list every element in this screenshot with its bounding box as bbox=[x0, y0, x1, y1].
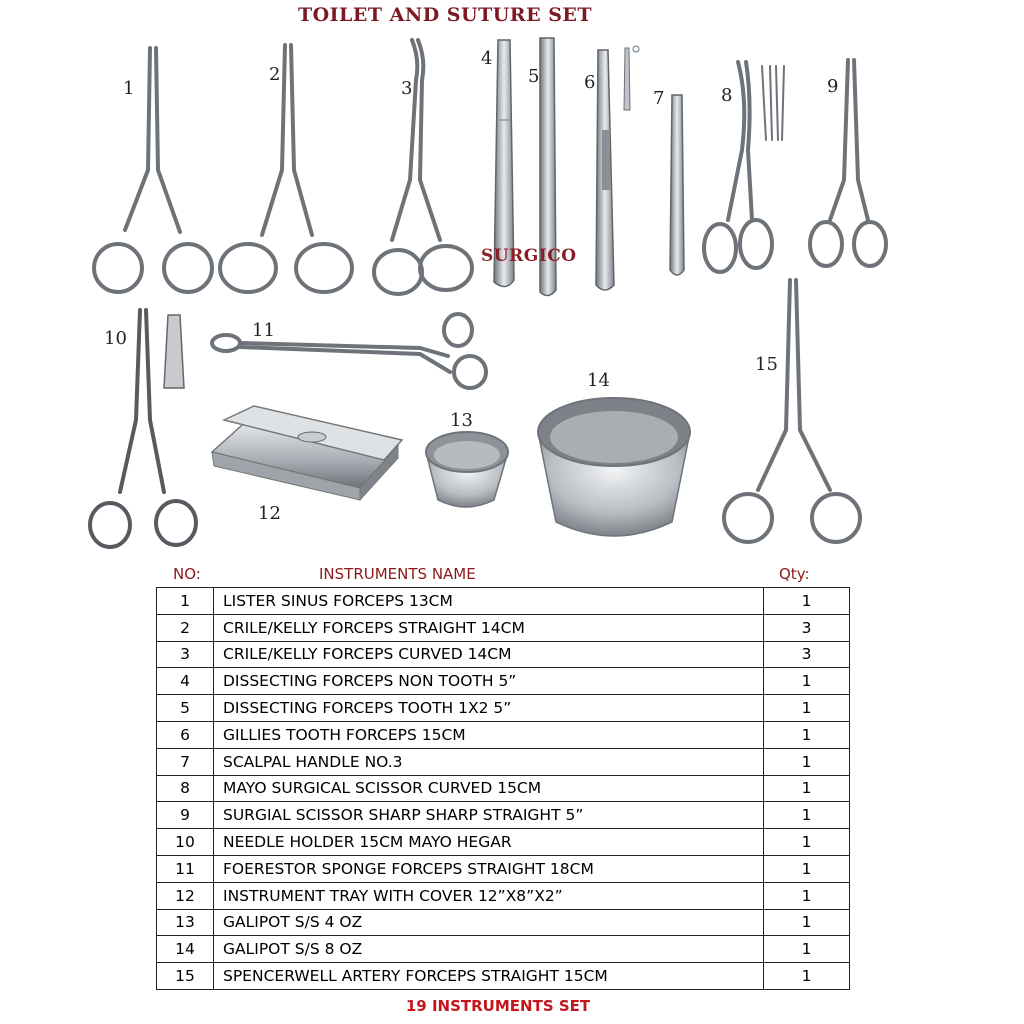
table-row bbox=[157, 695, 850, 722]
label-5: 5 bbox=[528, 66, 540, 87]
instrument-2-forceps bbox=[220, 45, 352, 292]
label-8: 8 bbox=[721, 85, 733, 106]
instrument-name: DISSECTING FORCEPS TOOTH 1X2 5” bbox=[214, 695, 764, 722]
row-number: 15 bbox=[157, 963, 214, 990]
row-quantity: 1 bbox=[764, 668, 850, 695]
instrument-1-forceps bbox=[94, 48, 212, 292]
row-quantity: 1 bbox=[764, 748, 850, 775]
table-row bbox=[157, 829, 850, 856]
label-10: 10 bbox=[104, 328, 127, 349]
row-quantity: 1 bbox=[764, 963, 850, 990]
label-12: 12 bbox=[258, 503, 281, 524]
table-row bbox=[157, 802, 850, 829]
row-number: 10 bbox=[157, 829, 214, 856]
table-row bbox=[157, 775, 850, 802]
row-number: 4 bbox=[157, 668, 214, 695]
row-quantity: 1 bbox=[764, 936, 850, 963]
header-no: NO: bbox=[173, 565, 201, 583]
label-14: 14 bbox=[587, 370, 610, 391]
row-quantity: 1 bbox=[764, 855, 850, 882]
table-row bbox=[157, 909, 850, 936]
instrument-name: DISSECTING FORCEPS NON TOOTH 5” bbox=[214, 668, 764, 695]
row-number: 12 bbox=[157, 882, 214, 909]
row-quantity: 1 bbox=[764, 829, 850, 856]
instrument-name: GILLIES TOOTH FORCEPS 15CM bbox=[214, 721, 764, 748]
instrument-3-forceps bbox=[374, 40, 472, 294]
row-number: 9 bbox=[157, 802, 214, 829]
header-name: INSTRUMENTS NAME bbox=[319, 565, 476, 583]
row-quantity: 1 bbox=[764, 695, 850, 722]
row-quantity: 1 bbox=[764, 588, 850, 615]
row-number: 3 bbox=[157, 641, 214, 668]
row-number: 8 bbox=[157, 775, 214, 802]
brand-watermark: SURGICO bbox=[481, 246, 577, 266]
row-number: 11 bbox=[157, 855, 214, 882]
instrument-name: GALIPOT S/S 4 OZ bbox=[214, 909, 764, 936]
row-quantity: 1 bbox=[764, 775, 850, 802]
instrument-9-scissors bbox=[810, 60, 886, 266]
instrument-name: NEEDLE HOLDER 15CM MAYO HEGAR bbox=[214, 829, 764, 856]
instrument-8-scissors bbox=[704, 62, 784, 272]
instrument-14-galipot bbox=[538, 398, 690, 536]
instrument-name: SURGIAL SCISSOR SHARP SHARP STRAIGHT 5” bbox=[214, 802, 764, 829]
instrument-7-scalpel-handle bbox=[670, 95, 684, 275]
instrument-name: FOERESTOR SPONGE FORCEPS STRAIGHT 18CM bbox=[214, 855, 764, 882]
label-15: 15 bbox=[755, 354, 778, 375]
instrument-name: LISTER SINUS FORCEPS 13CM bbox=[214, 588, 764, 615]
table-row bbox=[157, 963, 850, 990]
instruments-table bbox=[156, 587, 850, 990]
instrument-name: CRILE/KELLY FORCEPS CURVED 14CM bbox=[214, 641, 764, 668]
instrument-name: MAYO SURGICAL SCISSOR CURVED 15CM bbox=[214, 775, 764, 802]
table-row bbox=[157, 855, 850, 882]
row-quantity: 1 bbox=[764, 802, 850, 829]
instrument-name: SPENCERWELL ARTERY FORCEPS STRAIGHT 15CM bbox=[214, 963, 764, 990]
instrument-12-tray bbox=[212, 406, 402, 500]
table-row bbox=[157, 668, 850, 695]
instrument-name: SCALPAL HANDLE NO.3 bbox=[214, 748, 764, 775]
label-4: 4 bbox=[481, 48, 493, 69]
instrument-name: GALIPOT S/S 8 OZ bbox=[214, 936, 764, 963]
row-number: 13 bbox=[157, 909, 214, 936]
table-row bbox=[157, 641, 850, 668]
row-number: 2 bbox=[157, 614, 214, 641]
header-qty: Qty: bbox=[779, 565, 810, 583]
instrument-15-artery-forceps bbox=[724, 280, 860, 542]
instrument-name: CRILE/KELLY FORCEPS STRAIGHT 14CM bbox=[214, 614, 764, 641]
row-number: 14 bbox=[157, 936, 214, 963]
row-quantity: 1 bbox=[764, 882, 850, 909]
label-1: 1 bbox=[123, 78, 135, 99]
row-number: 5 bbox=[157, 695, 214, 722]
row-number: 6 bbox=[157, 721, 214, 748]
instrument-6-gillies-forceps bbox=[596, 46, 639, 290]
table-row bbox=[157, 614, 850, 641]
table-row bbox=[157, 936, 850, 963]
label-6: 6 bbox=[584, 72, 596, 93]
label-13: 13 bbox=[450, 410, 473, 431]
instrument-13-galipot bbox=[426, 432, 508, 507]
row-quantity: 1 bbox=[764, 909, 850, 936]
label-2: 2 bbox=[269, 64, 281, 85]
label-7: 7 bbox=[653, 88, 665, 109]
table-row bbox=[157, 588, 850, 615]
row-number: 7 bbox=[157, 748, 214, 775]
label-11: 11 bbox=[252, 320, 275, 341]
page-title: TOILET AND SUTURE SET bbox=[297, 4, 593, 26]
label-3: 3 bbox=[401, 78, 413, 99]
label-9: 9 bbox=[827, 76, 839, 97]
row-quantity: 3 bbox=[764, 614, 850, 641]
row-quantity: 3 bbox=[764, 641, 850, 668]
table-row bbox=[157, 882, 850, 909]
table-row bbox=[157, 721, 850, 748]
row-quantity: 1 bbox=[764, 721, 850, 748]
table-row bbox=[157, 748, 850, 775]
row-number: 1 bbox=[157, 588, 214, 615]
instrument-name: INSTRUMENT TRAY WITH COVER 12”X8”X2” bbox=[214, 882, 764, 909]
set-count-footer: 19 INSTRUMENTS SET bbox=[405, 997, 591, 1015]
